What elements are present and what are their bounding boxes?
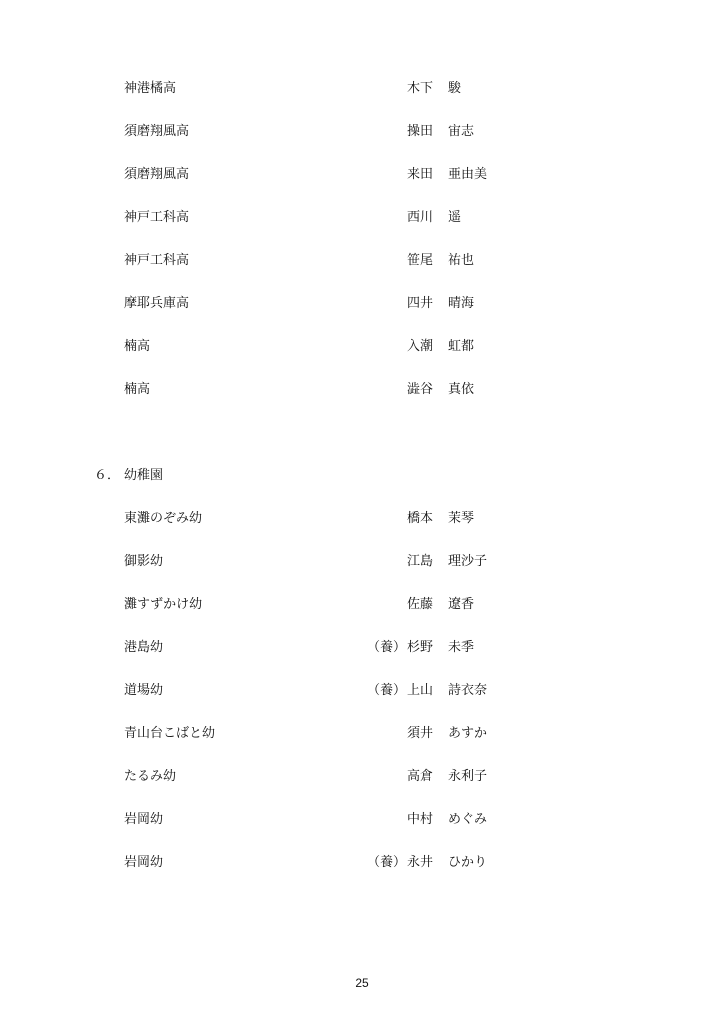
section-number: ６．: [94, 468, 121, 483]
given-name: あすか: [448, 726, 488, 741]
given-name: 詩衣奈: [448, 683, 488, 698]
list-item: [0, 681, 724, 701]
list-item: [0, 853, 724, 873]
given-name: 茉琴: [448, 511, 475, 526]
surname: 杉野: [407, 640, 434, 655]
surname: 笹尾: [407, 253, 434, 268]
given-name: 永利子: [448, 769, 488, 784]
note-tag: （養）: [367, 855, 407, 870]
surname: 西川: [407, 210, 434, 225]
given-name: 駿: [448, 81, 462, 96]
surname: 須井: [407, 726, 434, 741]
surname: 来田: [407, 167, 434, 182]
given-name: 宙志: [448, 124, 475, 139]
list-item: [0, 509, 724, 529]
list-item: [0, 810, 724, 830]
school-name: 須磨翔風高: [124, 124, 190, 139]
school-name: 道場幼: [124, 683, 164, 698]
page-number: 25: [355, 976, 369, 990]
surname: 佐藤: [407, 597, 434, 612]
list-item: [0, 79, 724, 99]
given-name: 遼香: [448, 597, 475, 612]
note-tag: （養）: [367, 640, 407, 655]
school-name: 灘すずかけ幼: [124, 597, 203, 612]
surname: 澁谷: [407, 382, 434, 397]
given-name: 晴海: [448, 296, 475, 311]
list-item: [0, 208, 724, 228]
note-tag: （養）: [367, 683, 407, 698]
school-name: 楠高: [124, 339, 151, 354]
surname: 高倉: [407, 769, 434, 784]
given-name: 理沙子: [448, 554, 488, 569]
surname: 中村: [407, 812, 434, 827]
given-name: めぐみ: [448, 812, 488, 827]
given-name: 真依: [448, 382, 475, 397]
school-name: 楠高: [124, 382, 151, 397]
school-name: 岩岡幼: [124, 812, 164, 827]
given-name: ひかり: [448, 855, 488, 870]
list-item: [0, 638, 724, 658]
given-name: 亜由美: [448, 167, 488, 182]
surname: 四井: [407, 296, 434, 311]
school-name: 摩耶兵庫高: [124, 296, 190, 311]
surname: 木下: [407, 81, 434, 96]
list-item: [0, 122, 724, 142]
list-item: [0, 380, 724, 400]
list-item: [0, 251, 724, 271]
surname: 永井: [407, 855, 434, 870]
surname: 入潮: [407, 339, 434, 354]
school-name: 御影幼: [124, 554, 164, 569]
list-item: [0, 337, 724, 357]
school-name: 神港橘高: [124, 81, 177, 96]
list-item: [0, 767, 724, 787]
surname: 上山: [407, 683, 434, 698]
school-name: 須磨翔風高: [124, 167, 190, 182]
section-title: 幼稚園: [124, 468, 164, 483]
given-name: 祐也: [448, 253, 475, 268]
list-item: [0, 165, 724, 185]
surname: 操田: [407, 124, 434, 139]
school-name: 神戸工科高: [124, 253, 190, 268]
surname: 橋本: [407, 511, 434, 526]
school-name: 神戸工科高: [124, 210, 190, 225]
given-name: 未季: [448, 640, 475, 655]
school-name: 青山台こばと幼: [124, 726, 216, 741]
list-item: [0, 595, 724, 615]
school-name: 岩岡幼: [124, 855, 164, 870]
school-name: 港島幼: [124, 640, 164, 655]
list-item: [0, 552, 724, 572]
school-name: 東灘のぞみ幼: [124, 511, 203, 526]
given-name: 虹都: [448, 339, 475, 354]
given-name: 遥: [448, 210, 462, 225]
list-item: [0, 724, 724, 744]
surname: 江島: [407, 554, 434, 569]
list-item: [0, 294, 724, 314]
section-heading: [0, 466, 724, 486]
school-name: たるみ幼: [124, 769, 177, 784]
